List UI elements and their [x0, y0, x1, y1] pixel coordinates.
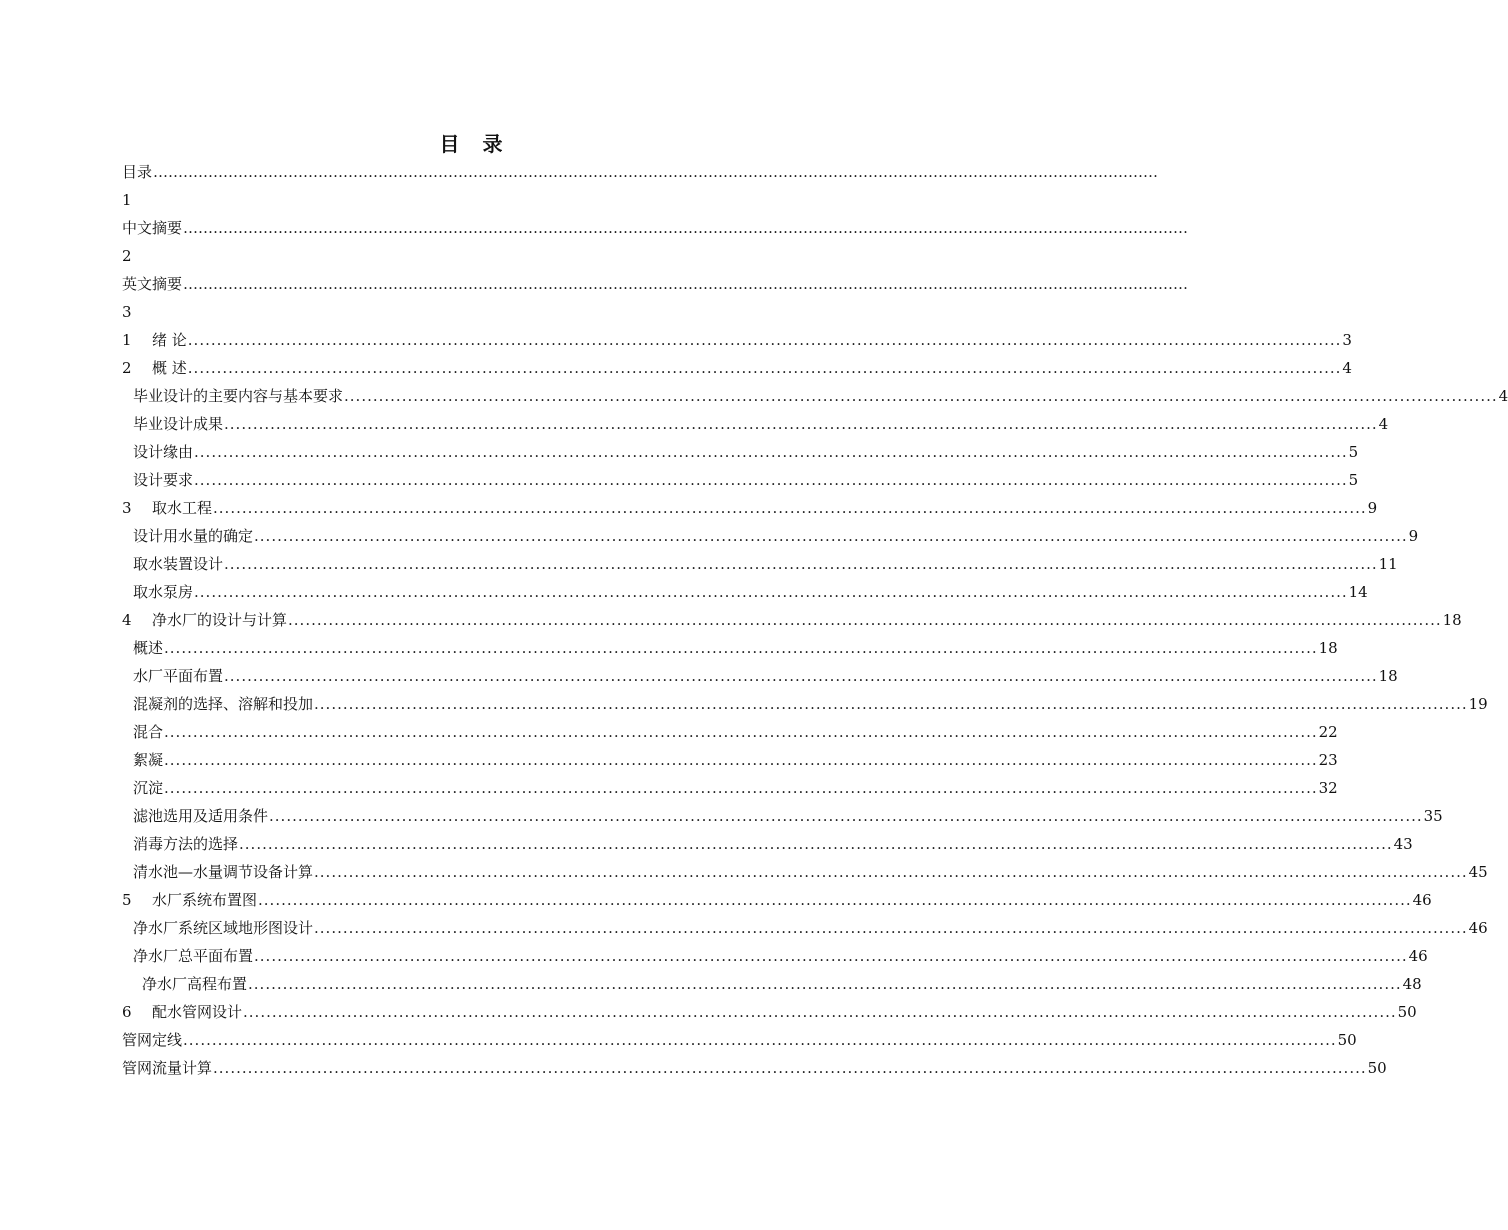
toc-entry-title: 消毒方法的选择: [133, 835, 239, 853]
toc-entry: [122, 550, 1398, 578]
toc-entry: [122, 718, 1338, 746]
toc-leader: ........................................................................................................................................................................................................: [194, 443, 1348, 461]
toc-leader: ........................................................................................................................................................................................................: [224, 555, 1378, 573]
toc-leader: …………………………………………………………………………………………………………………………………………………………………………………: [183, 275, 1189, 293]
toc-page-number: 45: [1468, 858, 1488, 886]
toc-page-number: 4: [1498, 382, 1508, 410]
toc-leader: ........................................................................................................................................................................................................: [254, 947, 1408, 965]
toc-leader: ........................................................................................................................................................................................................: [164, 723, 1318, 741]
toc-leader: ........................................................................................................................................................................................................: [314, 919, 1468, 937]
toc-entry-title: 毕业设计成果: [133, 415, 224, 433]
toc-page-number: 18: [1318, 634, 1338, 662]
toc-entry-title: 混凝剂的选择、溶解和投加: [133, 695, 314, 713]
toc-entry-label: [122, 606, 288, 634]
toc-page-number: 43: [1393, 830, 1413, 858]
toc-page-number: 14: [1348, 578, 1368, 606]
toc-entry-label: [122, 998, 243, 1026]
toc-entry-label: [122, 774, 164, 802]
toc-entry: [122, 354, 1352, 382]
toc-entry-title: 设计用水量的确定: [133, 527, 254, 545]
toc-entry-title: 配水管网设计: [152, 1003, 243, 1021]
toc-page-number: 46: [1412, 886, 1432, 914]
toc-chapter-number: 6: [122, 1003, 132, 1021]
toc-page-number-line: [122, 298, 826, 326]
toc-entry-title: 净水厂总平面布置: [133, 947, 254, 965]
toc-entry-label: [122, 662, 224, 690]
toc-page-number: 11: [1378, 550, 1398, 578]
toc-entry-title: 清水池—水量调节设备计算: [133, 863, 314, 881]
toc-entry: [122, 522, 1419, 550]
toc-entry: [122, 690, 1488, 718]
toc-leader: ........................................................................................................................................................................................................: [224, 667, 1378, 685]
toc-entry-title: 沉淀: [133, 779, 164, 797]
toc-page-number: 46: [1468, 914, 1488, 942]
toc-leader: ........................................................................................................................................................................................................: [314, 863, 1468, 881]
table-of-contents: [122, 158, 1508, 1082]
toc-entry-title: 概述: [133, 639, 164, 657]
toc-entry-label: [122, 858, 314, 886]
toc-entry-label: [122, 522, 254, 550]
toc-leader: ........................................................................................................................................................................................................: [248, 975, 1402, 993]
toc-leader: ........................................................................................................................................................................................................: [258, 891, 1412, 909]
toc-entry-label: [122, 802, 269, 830]
toc-entry: [122, 634, 1338, 662]
toc-page-number: 5: [1348, 466, 1359, 494]
toc-leader: ........................................................................................................................................................................................................: [164, 779, 1318, 797]
toc-entry-label: [122, 410, 224, 438]
toc-chapter-number: 3: [122, 499, 132, 517]
toc-entry: [122, 214, 1189, 242]
toc-page-number: 3: [1341, 326, 1352, 354]
toc-entry-label: [122, 550, 224, 578]
toc-entry: [122, 382, 1508, 410]
toc-page-number-line: [122, 242, 826, 270]
toc-entry-title: 管网定线: [122, 1031, 183, 1049]
toc-page-number: 48: [1402, 970, 1422, 998]
toc-page-number: 1: [122, 191, 132, 209]
toc-entry-label: [122, 690, 314, 718]
toc-page-number: 23: [1318, 746, 1338, 774]
toc-leader: …………………………………………………………………………………………………………………………………………………………………………………: [153, 163, 1159, 181]
toc-page-number: 35: [1423, 802, 1443, 830]
toc-entry-title: 管网流量计算: [122, 1059, 213, 1077]
toc-entry: [122, 410, 1389, 438]
toc-entry: [122, 942, 1428, 970]
toc-page-number: 4: [1378, 410, 1389, 438]
toc-entry-title: 取水泵房: [133, 583, 194, 601]
toc-leader: ........................................................................................................................................................................................................: [194, 583, 1348, 601]
toc-title: 目 录: [439, 132, 511, 156]
toc-entry-label: [122, 914, 314, 942]
toc-page-number: 50: [1397, 998, 1417, 1026]
toc-entry: [122, 606, 1462, 634]
toc-entry-title: 毕业设计的主要内容与基本要求: [133, 387, 344, 405]
toc-leader: ........................................................................................................................................................................................................: [314, 695, 1468, 713]
toc-chapter-number: 2: [122, 359, 132, 377]
toc-page-number-line: [122, 186, 826, 214]
toc-entry-label: [122, 942, 254, 970]
toc-entry: [122, 466, 1359, 494]
toc-leader: ........................................................................................................................................................................................................: [269, 807, 1423, 825]
toc-chapter-number: 4: [122, 611, 132, 629]
toc-leader: ........................................................................................................................................................................................................: [164, 751, 1318, 769]
toc-entry-title: 净水厂的设计与计算: [152, 611, 288, 629]
toc-entry-title: 取水装置设计: [133, 555, 224, 573]
toc-page-number: 19: [1468, 690, 1488, 718]
toc-entry-label: [122, 830, 239, 858]
toc-entry: [122, 158, 1159, 186]
toc-entry-title: 水厂系统布置图: [152, 891, 258, 909]
toc-entry: [122, 438, 1359, 466]
toc-entry: [122, 326, 1352, 354]
toc-entry: [122, 858, 1488, 886]
toc-entry-title: 滤池选用及适用条件: [133, 807, 269, 825]
toc-entry-label: [122, 970, 248, 998]
toc-leader: ........................................................................................................................................................................................................: [224, 415, 1378, 433]
toc-page-number: 9: [1408, 522, 1419, 550]
toc-entry: [122, 1026, 1357, 1054]
toc-entry-label: [122, 1026, 183, 1054]
toc-entry-title: 概 述: [152, 359, 187, 377]
toc-entry-label: 中文摘要: [122, 214, 183, 242]
toc-entry: [122, 270, 1189, 298]
toc-entry-title: 絮凝: [133, 751, 164, 769]
toc-leader: ........................................................................................................................................................................................................: [254, 527, 1408, 545]
toc-entry-label: [122, 494, 213, 522]
toc-page-number: 22: [1318, 718, 1338, 746]
toc-entry-title: 混合: [133, 723, 164, 741]
toc-entry-label: [122, 634, 164, 662]
toc-page-number: 18: [1442, 606, 1462, 634]
toc-page-number: 50: [1337, 1026, 1357, 1054]
toc-entry: [122, 746, 1338, 774]
toc-leader: ........................................................................................................................................................................................................: [194, 471, 1348, 489]
toc-leader: ........................................................................................................................................................................................................: [243, 1003, 1397, 1021]
toc-page-number: 18: [1378, 662, 1398, 690]
toc-leader: ........................................................................................................................................................................................................: [187, 331, 1342, 349]
toc-entry: [122, 970, 1422, 998]
toc-leader: ........................................................................................................................................................................................................: [288, 611, 1442, 629]
toc-page-number: 4: [1341, 354, 1352, 382]
toc-page-number: 9: [1367, 494, 1378, 522]
toc-entry-label: [122, 354, 188, 382]
toc-chapter-number: 1: [122, 331, 132, 349]
toc-page-number: 3: [122, 303, 132, 321]
toc-entry: [122, 1054, 1387, 1082]
toc-entry-label: [122, 326, 188, 354]
toc-entry: [122, 662, 1398, 690]
toc-leader: ........................................................................................................................................................................................................: [239, 835, 1393, 853]
toc-page-number: 2: [122, 247, 132, 265]
toc-leader: …………………………………………………………………………………………………………………………………………………………………………………: [183, 219, 1189, 237]
toc-entry: [122, 886, 1432, 914]
toc-entry: [122, 998, 1417, 1026]
toc-entry: [122, 494, 1378, 522]
toc-chapter-number: 5: [122, 891, 132, 909]
toc-entry: [122, 914, 1488, 942]
toc-leader: ........................................................................................................................................................................................................: [213, 1059, 1367, 1077]
toc-entry-label: [122, 578, 194, 606]
toc-page-number: 5: [1348, 438, 1359, 466]
toc-entry-title: 设计要求: [133, 471, 194, 489]
toc-entry-label: [122, 382, 344, 410]
toc-entry-title: 净水厂系统区域地形图设计: [133, 919, 314, 937]
toc-entry-title: 取水工程: [152, 499, 213, 517]
toc-entry: [122, 830, 1413, 858]
toc-entry-label: 英文摘要: [122, 270, 183, 298]
toc-page-number: 46: [1408, 942, 1428, 970]
toc-entry-title: 设计缘由: [133, 443, 194, 461]
toc-leader: ........................................................................................................................................................................................................: [344, 387, 1498, 405]
toc-page-number: 32: [1318, 774, 1338, 802]
toc-entry-label: [122, 438, 194, 466]
toc-leader: ........................................................................................................................................................................................................: [183, 1031, 1337, 1049]
toc-entry: [122, 578, 1368, 606]
toc-entry-label: [122, 886, 258, 914]
toc-entry-title: 水厂平面布置: [133, 667, 224, 685]
toc-entry-title: 净水厂高程布置: [142, 975, 248, 993]
toc-entry-title: 绪 论: [152, 331, 187, 349]
toc-entry: [122, 774, 1338, 802]
toc-entry-label: [122, 746, 164, 774]
toc-entry-label: [122, 466, 194, 494]
toc-entry: [122, 802, 1443, 830]
toc-entry-label: [122, 1054, 213, 1082]
toc-leader: ........................................................................................................................................................................................................: [213, 499, 1367, 517]
toc-leader: ........................................................................................................................................................................................................: [187, 359, 1342, 377]
toc-leader: ........................................................................................................................................................................................................: [164, 639, 1318, 657]
toc-entry-label: [122, 718, 164, 746]
toc-entry-label: 目录: [122, 158, 153, 186]
toc-page-number: 50: [1367, 1054, 1387, 1082]
